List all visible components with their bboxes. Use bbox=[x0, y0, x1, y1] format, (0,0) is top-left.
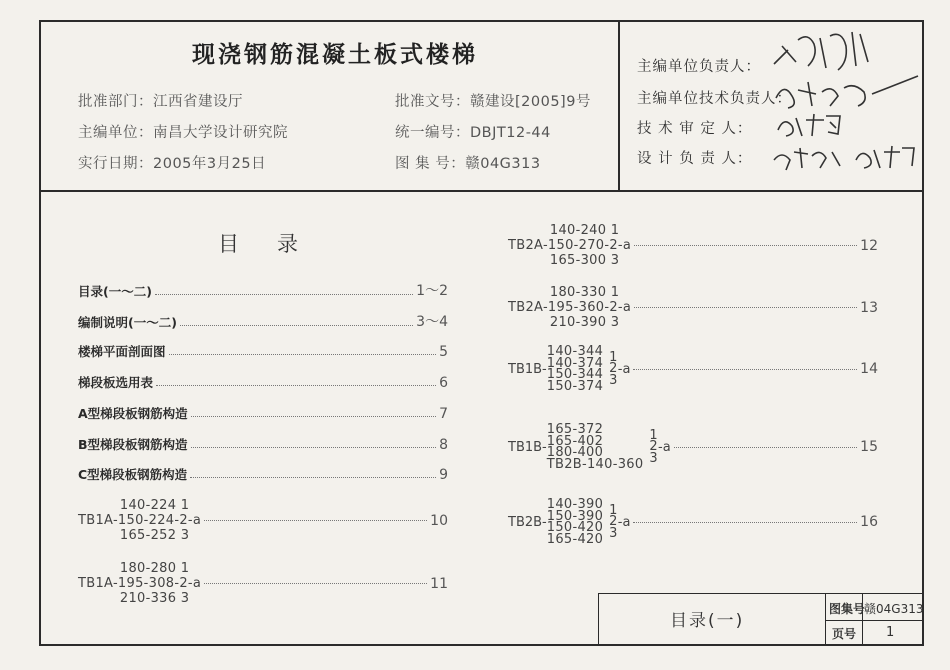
spec-code-block bbox=[508, 285, 631, 330]
toc-item-page: 12 bbox=[860, 237, 878, 254]
toc-item-page: 15 bbox=[860, 439, 878, 455]
spec-line: 140-344 bbox=[546, 344, 604, 359]
page-title: 现浇钢筋混凝土板式楼梯 bbox=[192, 42, 478, 68]
header-divider bbox=[39, 190, 924, 192]
spec-num: 2 bbox=[649, 439, 658, 455]
toc-item-page: 3～4 bbox=[416, 314, 448, 330]
toc-item-label: 梯段板选用表 bbox=[78, 375, 154, 390]
toc-spec-12[interactable] bbox=[508, 223, 878, 268]
spec-num: 3 bbox=[649, 450, 658, 466]
spec-nums bbox=[649, 427, 658, 466]
chief-editor-label: 主编单位负责人： bbox=[637, 59, 761, 75]
toc-leader bbox=[155, 294, 413, 295]
spec-bottom: 210-336 3 bbox=[119, 591, 190, 606]
toc-item-3[interactable] bbox=[78, 342, 448, 360]
toc-item-page: 16 bbox=[860, 514, 878, 530]
spec-line: TB2B-140-360 bbox=[546, 456, 644, 472]
toc-leader bbox=[180, 325, 413, 326]
spec-prefix: TB2B- bbox=[508, 514, 547, 530]
spec-num: 1 bbox=[609, 502, 618, 518]
spec-line: 165-372 bbox=[546, 422, 604, 437]
toc-item-label: 编制说明(一～二) bbox=[78, 315, 177, 330]
toc-item-7[interactable] bbox=[78, 465, 448, 483]
spec-code-block bbox=[78, 498, 201, 543]
spec-nums bbox=[609, 349, 618, 388]
spec-suffix: -a bbox=[658, 439, 671, 455]
atlas-label: 图集号 bbox=[829, 602, 866, 616]
spec-line: 150-390 bbox=[546, 508, 604, 524]
toc-item-label: C型梯段板钢筋构造 bbox=[78, 467, 188, 482]
toc-spec-11[interactable] bbox=[78, 561, 448, 606]
spec-main: TB2A-150-270-2-a bbox=[508, 238, 632, 253]
spec-line: 180-400 bbox=[546, 445, 604, 460]
toc-leader bbox=[633, 522, 857, 523]
toc-leader bbox=[204, 520, 427, 521]
toc-leader bbox=[191, 416, 436, 417]
toc-item-page: 14 bbox=[860, 361, 878, 377]
toc-item-page: 7 bbox=[439, 406, 448, 422]
spec-line: 150-374 bbox=[546, 378, 604, 394]
toc-leader bbox=[204, 583, 427, 584]
spec-lines bbox=[547, 499, 603, 545]
toc-spec-14[interactable] bbox=[508, 346, 878, 392]
spec-num: 1 bbox=[649, 427, 658, 443]
spec-line: 140-390 bbox=[546, 497, 604, 512]
frame-left bbox=[39, 20, 41, 646]
frame-right bbox=[922, 20, 924, 646]
tech-head-label: 主编单位技术负责人： bbox=[637, 91, 792, 107]
spec-suffix: -a bbox=[617, 361, 631, 377]
signature-chief-editor bbox=[768, 22, 878, 77]
spec-line: 150-420 bbox=[546, 520, 604, 535]
spec-bottom: 165-300 3 bbox=[549, 253, 620, 268]
spec-line: 150-344 bbox=[546, 367, 604, 382]
spec-top: 140-240 1 bbox=[549, 223, 620, 238]
spec-num: 3 bbox=[609, 525, 618, 541]
toc-item-page: 1～2 bbox=[416, 283, 448, 299]
titleblock-left bbox=[598, 593, 599, 645]
toc-item-page: 10 bbox=[430, 512, 448, 529]
toc-spec-15[interactable] bbox=[508, 424, 878, 470]
toc-leader bbox=[634, 307, 857, 308]
titleblock-v1 bbox=[825, 593, 826, 645]
spec-line: 165-420 bbox=[546, 531, 604, 547]
designer-label: 设 计 负 责 人： bbox=[637, 151, 753, 167]
spec-prefix: TB1B- bbox=[508, 439, 547, 455]
spec-code-block bbox=[78, 561, 201, 606]
spec-lines bbox=[547, 424, 644, 470]
toc-spec-10[interactable] bbox=[78, 498, 448, 543]
reviewer-label: 技 术 审 定 人： bbox=[637, 121, 753, 137]
spec-top: 180-330 1 bbox=[549, 285, 620, 300]
toc-item-page: 6 bbox=[439, 375, 448, 391]
toc-item-page: 13 bbox=[860, 299, 878, 316]
spec-prefix: TB1B- bbox=[508, 361, 547, 377]
toc-leader bbox=[674, 447, 858, 448]
frame-bottom bbox=[39, 644, 924, 646]
toc-title: 目录 bbox=[218, 232, 336, 256]
spec-num: 1 bbox=[609, 349, 618, 365]
toc-item-1[interactable] bbox=[78, 280, 448, 300]
atlas-no: 图 集 号：赣04G313 bbox=[395, 156, 541, 172]
page-number: 1 bbox=[886, 625, 895, 640]
spec-num: 3 bbox=[609, 372, 618, 388]
signature-tech-head bbox=[768, 72, 928, 112]
titleblock-top bbox=[598, 593, 924, 594]
spec-suffix: -a bbox=[617, 514, 631, 530]
toc-item-2[interactable] bbox=[78, 311, 448, 331]
spec-num: 2 bbox=[609, 361, 618, 377]
toc-item-page: 11 bbox=[430, 575, 448, 592]
titleblock-mid bbox=[825, 620, 924, 621]
toc-leader bbox=[156, 385, 436, 386]
approval-dept: 批准部门：江西省建设厅 bbox=[78, 94, 243, 110]
spec-line: 165-402 bbox=[546, 433, 604, 449]
toc-item-4[interactable] bbox=[78, 373, 448, 391]
toc-item-label: A型梯段板钢筋构造 bbox=[78, 406, 188, 421]
page-label: 页号 bbox=[832, 627, 857, 641]
toc-item-page: 5 bbox=[439, 344, 448, 360]
effective-date: 实行日期：2005年3月25日 bbox=[78, 156, 267, 172]
toc-item-label: B型梯段板钢筋构造 bbox=[78, 437, 188, 452]
unified-code: 统一编号：DBJT12-44 bbox=[395, 125, 551, 141]
toc-leader bbox=[633, 369, 857, 370]
toc-leader bbox=[190, 477, 436, 478]
sheet-title: 目录(一) bbox=[670, 611, 745, 631]
toc-spec-16[interactable] bbox=[508, 499, 878, 545]
atlas-value: 赣04G313 bbox=[864, 602, 924, 616]
spec-line: 140-374 bbox=[546, 355, 604, 371]
spec-top: 180-280 1 bbox=[119, 561, 190, 576]
spec-num: 2 bbox=[609, 514, 618, 530]
spec-main: TB2A-195-360-2-a bbox=[508, 300, 632, 315]
spec-lines bbox=[547, 346, 603, 392]
spec-main: TB1A-150-224-2-a bbox=[78, 513, 202, 528]
toc-item-label: 楼梯平面剖面图 bbox=[78, 344, 166, 359]
toc-item-5[interactable] bbox=[78, 404, 448, 422]
approval-doc: 批准文号：赣建设[2005]9号 bbox=[395, 94, 591, 110]
signature-designer bbox=[768, 140, 918, 174]
editor-unit: 主编单位：南昌大学设计研究院 bbox=[78, 125, 288, 141]
spec-main: TB1A-195-308-2-a bbox=[78, 576, 202, 591]
spec-code-block bbox=[508, 223, 631, 268]
header-vertical-divider bbox=[618, 20, 620, 192]
spec-bottom: 210-390 3 bbox=[549, 315, 620, 330]
toc-item-6[interactable] bbox=[78, 435, 448, 453]
toc-leader bbox=[169, 354, 437, 355]
spec-top: 140-224 1 bbox=[119, 498, 190, 513]
toc-item-page: 8 bbox=[439, 437, 448, 453]
toc-item-label: 目录(一～二) bbox=[78, 284, 152, 299]
toc-spec-13[interactable] bbox=[508, 285, 878, 330]
spec-bottom: 165-252 3 bbox=[119, 528, 190, 543]
signature-reviewer bbox=[772, 108, 847, 140]
toc-item-page: 9 bbox=[439, 467, 448, 483]
spec-nums bbox=[609, 502, 618, 541]
toc-leader bbox=[191, 447, 437, 448]
toc-leader bbox=[634, 245, 857, 246]
